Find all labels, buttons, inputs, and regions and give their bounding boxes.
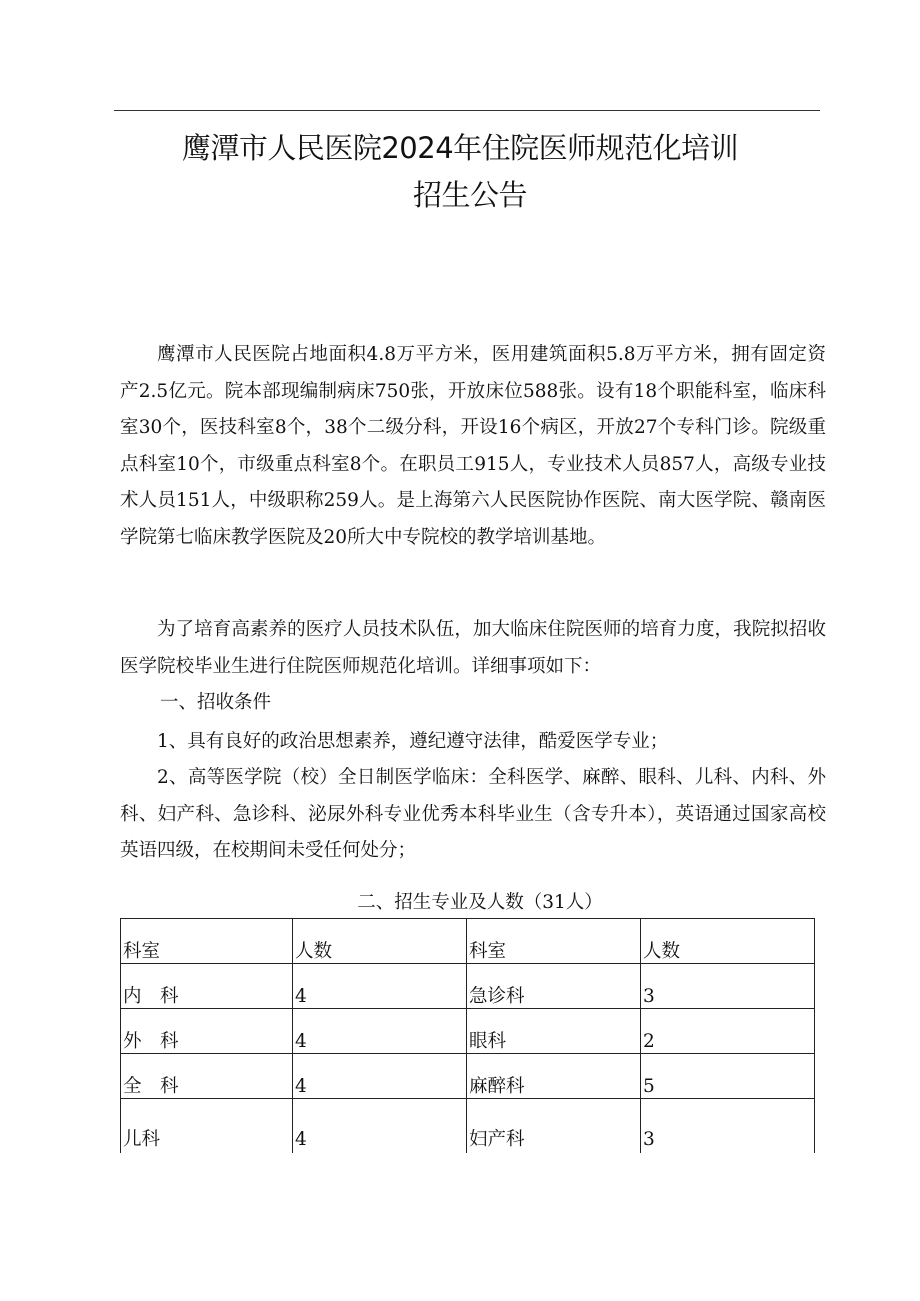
- count-cell: 4: [293, 964, 467, 1009]
- table-row: [121, 964, 815, 1009]
- count-cell: 5: [641, 1054, 815, 1099]
- dept-cell: 儿科: [121, 1099, 293, 1154]
- condition-item-2: 2、高等医学院（校）全日制医学临床：全科医学、麻醉、眼科、儿科、内科、外科、妇产科、急诊科、泌尿外科专业优秀本科毕业生（含专升本），英语通过国家高校英语四级，在校期间未受任何处分；: [120, 767, 826, 861]
- header-cell-count: 人数: [293, 919, 467, 964]
- dept-cell: 麻醉科: [467, 1054, 641, 1099]
- count-cell: 3: [641, 1099, 815, 1154]
- page-title: 鹰潭市人民医院2024年住院医师规范化培训: [181, 131, 739, 165]
- section-heading-conditions: 一、招收条件: [160, 692, 272, 713]
- dept-cell: 妇产科: [467, 1099, 641, 1154]
- condition-item-1: 1、具有良好的政治思想素养，遵纪遵守法律，酷爱医学专业；: [157, 731, 669, 752]
- count-cell: 3: [641, 964, 815, 1009]
- intro-paragraph: 鹰潭市人民医院占地面积4.8万平方米，医用建筑面积5.8万平方米，拥有固定资产2.5亿元。院本部现编制病床750张，开放床位588张。设有18个职能科室，临床科室30个，医技科室8个，38个二级分科，开设16个病区，开放27个专科门诊。院级重点科室10个，市级重点科室8个。在职员工915人，专业技术人员857人，高级专业技术人员151人，中级职称259人。是上海第六人民医院协作医院、南大医学院、赣南医学院第七临床教学医院及20所大中专院校的教学培训基地。: [120, 344, 826, 548]
- dept-cell: 外 科: [121, 1009, 293, 1054]
- header-cell-count: 人数: [641, 919, 815, 964]
- page-subtitle: 招生公告: [412, 178, 527, 212]
- count-cell: 4: [293, 1099, 467, 1154]
- count-cell: 4: [293, 1009, 467, 1054]
- dept-cell: 眼科: [467, 1009, 641, 1054]
- table-row: [121, 1009, 815, 1054]
- header-cell-dept: 科室: [121, 919, 293, 964]
- purpose-paragraph: 为了培育高素养的医疗人员技术队伍，加大临床住院医师的培育力度，我院拟招收医学院校毕业生进行住院医师规范化培训。详细事项如下：: [120, 619, 826, 677]
- dept-cell: 内 科: [121, 964, 293, 1009]
- quota-table: [120, 918, 815, 1153]
- table-header-row: [121, 919, 815, 964]
- dept-cell: 急诊科: [467, 964, 641, 1009]
- table-row: [121, 1099, 815, 1154]
- count-cell: 2: [641, 1009, 815, 1054]
- table-row: [121, 1054, 815, 1099]
- dept-cell: 全 科: [121, 1054, 293, 1099]
- section-heading-quota: 二、招生专业及人数（31人）: [357, 892, 603, 913]
- header-cell-dept: 科室: [467, 919, 641, 964]
- count-cell: 4: [293, 1054, 467, 1099]
- header-rule: [114, 110, 820, 111]
